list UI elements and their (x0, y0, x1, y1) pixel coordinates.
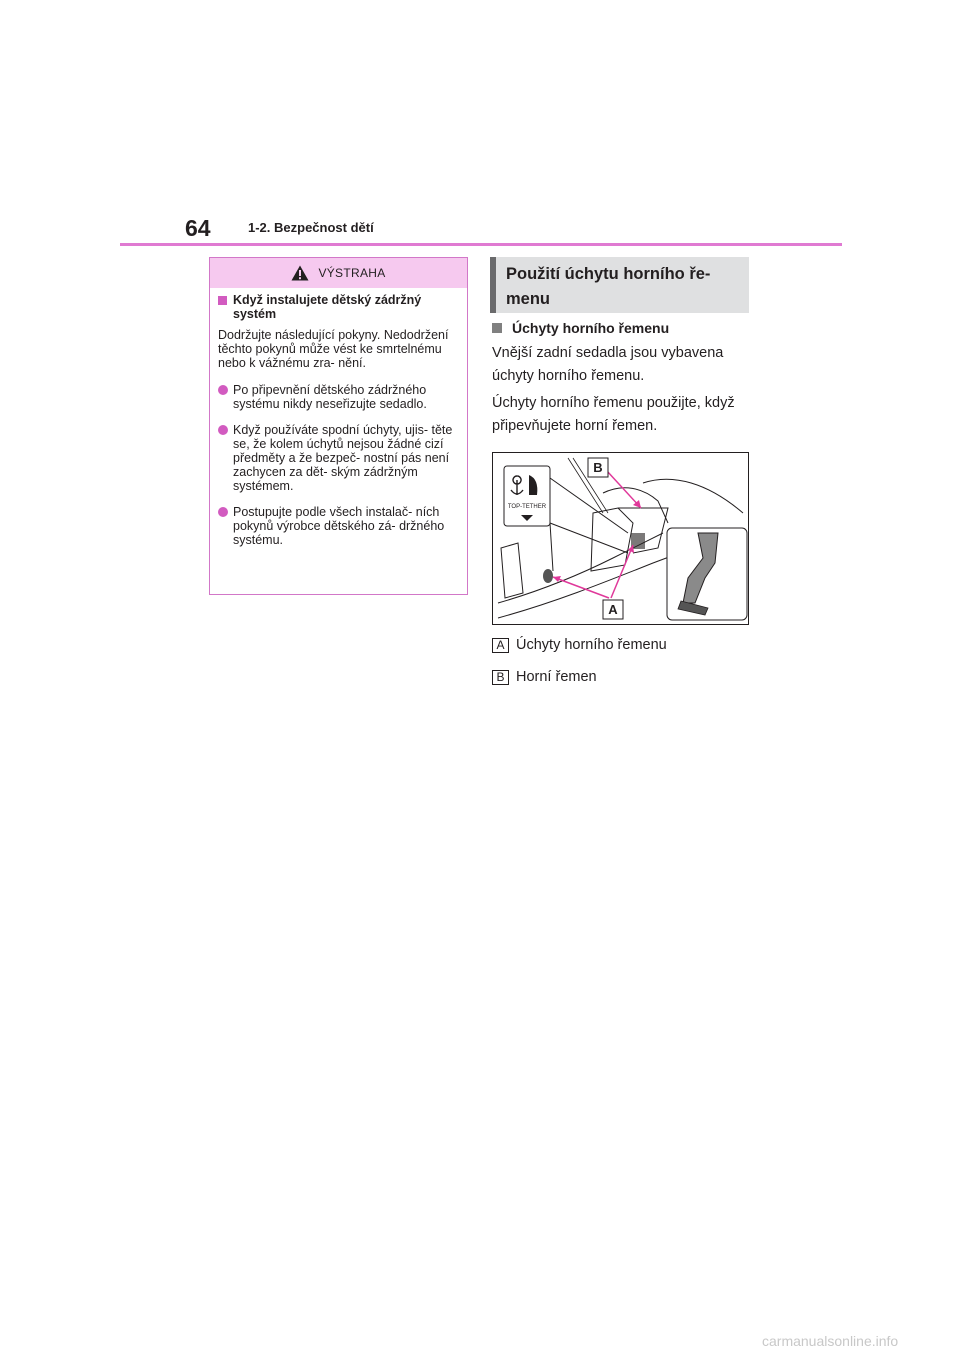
legend-text: Úchyty horního řemenu (516, 637, 667, 653)
warning-body (210, 288, 467, 547)
warning-heading-text: Když instalujete dětský zádržný systém (233, 293, 422, 321)
callout-a: A (608, 602, 618, 617)
warning-intro: Dodržujte následující pokyny. Nedodržení těchto pokynů může vést ke smrtelnému nebo k vážnému zra- nění. (218, 328, 449, 370)
warning-triangle-icon (291, 265, 309, 281)
top-tether-tag-text: TOP-TETHER (507, 504, 547, 510)
warning-bullet-text: Po připevnění dětského zádržného systému nikdy neseřizujte sedadlo. (233, 383, 427, 411)
legend-item (492, 637, 667, 653)
warning-bullet-text: Když používáte spodní úchyty, ujis- těte se, že kolem úchytů nejsou žádné cizí předměty a že bezpeč- nostní pás není zachycen za dět- ským zádržným systémem. (233, 423, 453, 493)
legend-text: Horní řemen (516, 669, 597, 685)
page-number: 64 (185, 215, 211, 241)
warning-box (209, 257, 468, 595)
tether-anchor-illustration (492, 452, 749, 625)
chapter-title: 1-2. Bezpečnost dětí (248, 220, 374, 235)
callout-b: B (593, 460, 603, 475)
legend-key: A (492, 638, 509, 653)
warning-bullet (218, 423, 459, 493)
legend-key: B (492, 670, 509, 685)
bullet-dot-icon (218, 385, 228, 395)
warning-bullet-text: Postupujte podle všech instalač- ních pokynů výrobce dětského zá- držného systému. (233, 505, 445, 547)
warning-bullet (218, 505, 459, 547)
subheading (492, 320, 669, 336)
paragraph: Vnější zadní sedadla jsou vybavena úchyty horního řemenu. (492, 345, 724, 384)
warning-bullet (218, 383, 459, 411)
warning-header (210, 258, 467, 288)
bullet-dot-icon (218, 507, 228, 517)
subheading-text: Úchyty horního řemenu (512, 320, 670, 336)
header-rule (120, 243, 842, 246)
warning-title: VÝSTRAHA (318, 266, 386, 280)
bullet-dot-icon (218, 425, 228, 435)
paragraph: Úchyty horního řemenu použijte, když připevňujete horní řemen. (492, 395, 735, 434)
square-bullet-icon (492, 323, 502, 333)
legend-item (492, 669, 597, 685)
warning-heading (218, 293, 459, 321)
section-heading: Použití úchytu horního ře- menu (490, 257, 749, 313)
watermark: carmanualsonline.info (762, 1333, 899, 1349)
square-bullet-icon (218, 296, 227, 305)
